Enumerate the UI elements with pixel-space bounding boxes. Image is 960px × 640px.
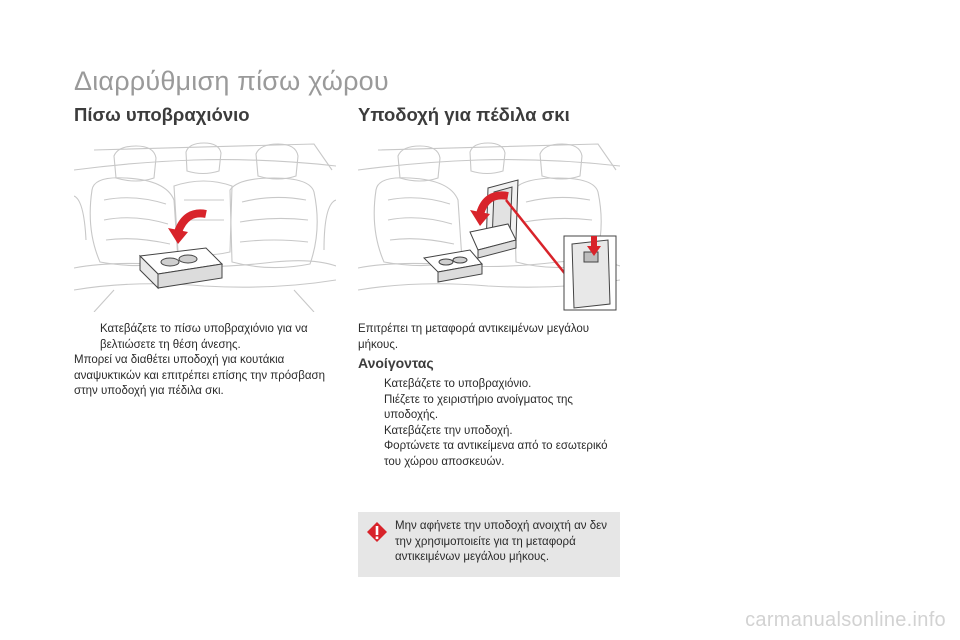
section-title-rear-armrest: Πίσω υποβραχιόνιο [74, 104, 250, 125]
list-item [358, 393, 620, 424]
armrest-lowering-illustration [74, 140, 336, 312]
warning-box [358, 512, 620, 577]
page-title: Διαρρύθμιση πίσω χώρου [74, 66, 389, 96]
step-text: Πιέζετε το χειριστήριο ανοίγματος της υποδοχής. [384, 393, 573, 421]
rear-armrest-text [74, 322, 336, 400]
ski-flap-intro: Επιτρέπει τη μεταφορά αντικειμένων μεγάλου μήκους. [358, 323, 590, 351]
rear-armrest-paragraph: Μπορεί να διαθέτει υποδοχή για κουτάκια αναψυκτικών και επιτρέπει επίσης την πρόσβαση στην υποδοχή για πέδιλα σκι. [74, 354, 326, 397]
ski-flap-illustration [358, 140, 620, 312]
section-title-ski-flap: Υποδοχή για πέδιλα σκι [358, 104, 570, 125]
list-item [74, 322, 336, 353]
warning-exclamation-icon [366, 521, 388, 543]
step-text: Κατεβάζετε το υποβραχιόνιο. [384, 378, 532, 390]
subsection-title-opening: Ανοίγοντας [358, 355, 434, 371]
watermark: carmanualsonline.info [745, 609, 946, 631]
opening-steps-list [358, 377, 620, 470]
list-item [358, 377, 620, 393]
step-text: Κατεβάζετε την υποδοχή. [384, 424, 513, 437]
list-item [358, 424, 620, 440]
warning-text: Μην αφήνετε την υποδοχή ανοιχτή αν δεν την χρησιμοποιείτε για τη μεταφορά αντικειμένων μεγάλου μήκους. [395, 520, 608, 563]
list-item [358, 439, 620, 470]
bullet-text: Κατεβάζετε το πίσω υποβραχιόνιο για να βελτιώσετε τη θέση άνεσης. [100, 323, 308, 351]
step-text: Φορτώνετε τα αντικείμενα από το εσωτερικό του χώρου αποσκευών. [384, 440, 608, 468]
